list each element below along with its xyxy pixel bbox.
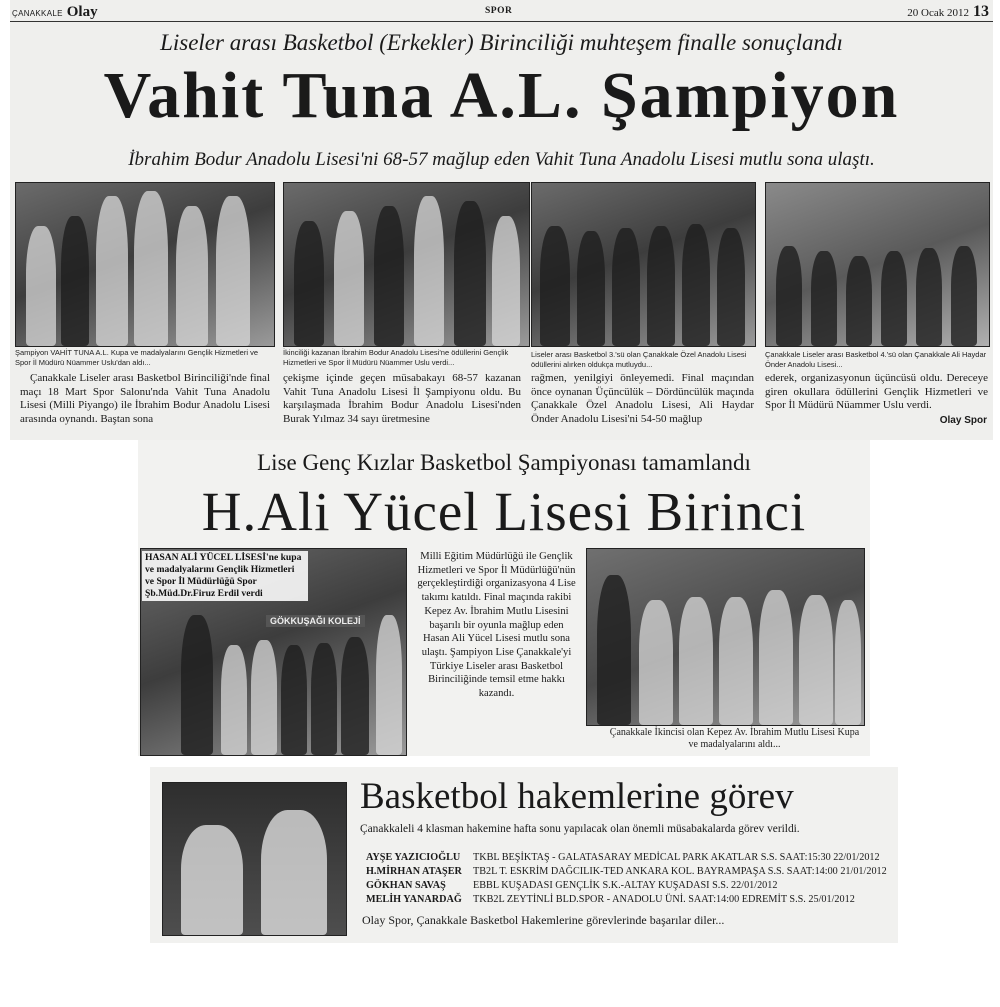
caption-photo-3: Liseler arası Basketbol 3.'sü olan Çanakkale Özel Anadolu Lisesi ödüllerini alırken oldukça mutluydu...	[531, 350, 747, 369]
referee-name: H.MİRHAN ATAŞER	[366, 866, 462, 877]
photo-referees	[162, 782, 347, 936]
header-date	[907, 3, 989, 21]
article-referees	[150, 767, 898, 943]
photo-runner-up	[283, 182, 530, 347]
photo-overlay-caption: HASAN ALİ YÜCEL LİSESİ'ne kupa ve madalyalarını Gençlik Hizmetleri ve Spor İl Müdürlüğü Spor Şb.Müd.Dr.Firuz Erdil verdi	[142, 551, 308, 601]
caption-photo-2: İkinciliği kazanan İbrahim Bodur Anadolu Lisesi'ne ödüllerini Gençlik Hizmetleri ve Spor İl Müdürü Nüammer Uslu verdi...	[283, 348, 509, 367]
credit-olay-spor: Olay Spor	[939, 415, 987, 426]
body-column-2: çekişme içinde geçen müsabakayı 68-57 kazanan Vahit Tuna Anadolu Lisesi İl Şampiyonu oldu. Bu karşılaşmada İbrahim Bodur Anadolu Lisesi'nden Burak Yılmaz 34 sayı üretmesine	[283, 372, 521, 425]
headline-2: H.Ali Yücel Lisesi Birinci	[201, 481, 807, 542]
headline-1: Vahit Tuna A.L. Şampiyon	[103, 59, 900, 132]
table-row	[366, 879, 887, 893]
masthead-paper: Olay	[66, 4, 98, 20]
referee-assignment: TKBL BEŞİKTAŞ - GALATASARAY MEDİCAL PARK AKATLAR S.S. SAAT:15:30 22/01/2012	[473, 852, 880, 863]
caption-photo-4: Çanakkale Liseler arası Basketbol 4.'sü olan Çanakkale Ali Haydar Önder Anadolu Lisesi...	[765, 350, 987, 369]
referee-assignment: TKB2L ZEYTİNLİ BLD.SPOR - ANADOLU ÜNİ. SAAT:14:00 EDREMİT S.S. 25/01/2012	[473, 894, 855, 905]
page-number: 13	[973, 3, 989, 20]
referee-assignment: TB2L T. ESKRİM DAĞCILIK-TED ANKARA KOL. BAYRAMPAŞA S.S. SAAT:14:00 21/01/2012	[473, 866, 887, 877]
masthead-brand	[12, 3, 98, 21]
photo-champion-team	[15, 182, 275, 347]
caption-photo-1: Şampiyon VAHİT TUNA A.L. Kupa ve madalyalarını Gençlik Hizmetleri ve Spor İl Müdürü Nüammer Uslu'dan aldı...	[15, 348, 259, 367]
photo-banner: GÖKKUŞAĞI KOLEJİ	[266, 615, 365, 627]
referee-name: GÖKHAN SAVAŞ	[366, 880, 446, 891]
deck-1: İbrahim Bodur Anadolu Lisesi'ni 68-57 mağlup eden Vahit Tuna Anadolu Lisesi mutlu sona ulaştı.	[128, 149, 875, 170]
closing-line: Olay Spor, Çanakkale Basketbol Hakemlerine görevlerinde başarılar diler...	[362, 913, 725, 927]
section-label: SPOR	[485, 6, 513, 16]
article-vahit-tuna	[10, 0, 993, 440]
kicker-1: Liseler arası Basketbol (Erkekler) Birinciliği muhteşem finalle sonuçlandı	[160, 30, 843, 55]
referee-name: AYŞE YAZICIOĞLU	[366, 852, 461, 863]
referee-assignment: EBBL KUŞADASI GENÇLİK S.K.-ALTAY KUŞADASI S.S. 22/01/2012	[473, 880, 778, 891]
article-ali-yucel	[138, 440, 870, 756]
referee-name: MELİH YANARDAĞ	[366, 894, 462, 905]
headline-3: Basketbol hakemlerine görev	[360, 776, 794, 817]
table-row	[366, 851, 887, 865]
deck-3: Çanakkaleli 4 klasman hakemine hafta sonu yapılacak olan önemli müsabakalarda görev verildi.	[360, 823, 800, 835]
kicker-2: Lise Genç Kızlar Basketbol Şampiyonası tamamlandı	[257, 450, 751, 475]
header-rule	[10, 21, 993, 22]
table-row	[366, 865, 887, 879]
body-column-3: rağmen, yenilgiyi önleyemedi. Final maçından önce oynanan Üçüncülük – Dördüncülük maçında Çanakkale Özel Anadolu Lisesi, Ali Haydar Önder Anadolu Lisesi'ni 54-50 mağlup	[531, 372, 754, 425]
body-column-1: Çanakkale Liseler arası Basketbol Birinciliği'nde final maçı 18 Mart Spor Salonu'nda Vahit Tuna Anadolu Lisesi (Milli Piyango) ile İbrahim Bodur Anadolu Lisesi arasında oynandı. Baştan sona	[20, 372, 270, 425]
photo-third-place	[531, 182, 756, 347]
body-article-2: Milli Eğitim Müdürlüğü ile Gençlik Hizmetleri ve Spor İl Müdürlüğü'nün gerçekleştirdiği organizasyona 4 Lise takımı katıldı. Final maçında rakibi Kepez Av. İbrahim Mutlu Lisesini başarılı bir oyunla mağlup eden Hasan Ali Yücel Lisesi mutlu sona ulaştı. Şampiyon Lise Çanakkale'yi Türkiye Liseler arası Basketbol Birinciliğinde temsil etme hakkı kazandı.	[417, 551, 576, 700]
masthead-city: ÇANAKKALE	[12, 9, 63, 18]
table-row	[366, 893, 887, 907]
caption-kepez: Çanakkale İkincisi olan Kepez Av. İbrahim Mutlu Lisesi Kupa ve madalyalarını aldı...	[609, 727, 860, 750]
body-column-4: ederek, organizasyonun üçüncüsü oldu. Dereceye giren okullara ödüllerini Gençlik Hizmetleri ve Spor İl Müdürü Nüammer Uslu verdi.	[765, 372, 988, 412]
date-text: 20 Ocak 2012	[907, 7, 969, 19]
photo-fourth-place	[765, 182, 990, 347]
photo-kepez-team	[586, 548, 865, 726]
referee-table	[366, 851, 887, 907]
